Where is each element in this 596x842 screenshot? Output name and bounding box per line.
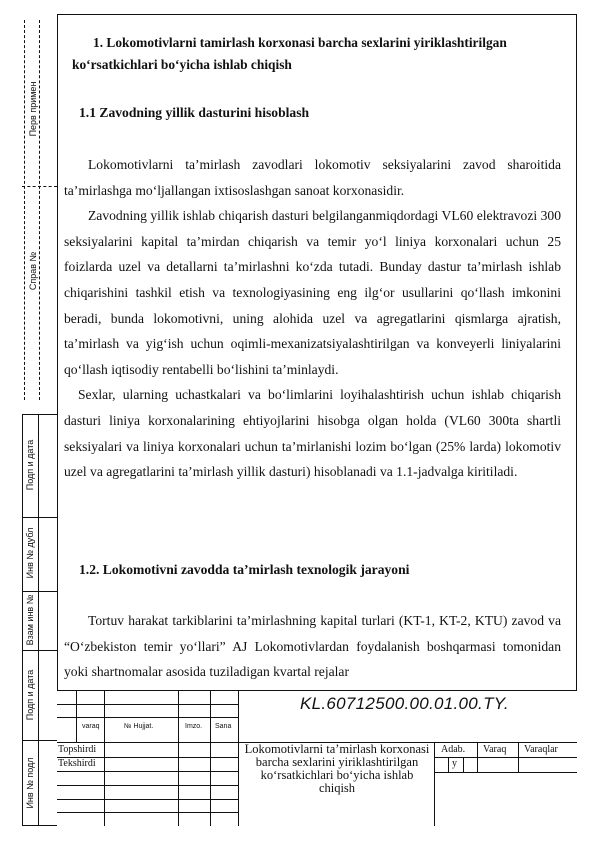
- tb-col-line: [448, 757, 449, 772]
- tb-col-line: [76, 690, 77, 742]
- side-label-podp-data-2: Подп и дата: [25, 669, 35, 721]
- tb-doc-title: Lokomotivlarni ta’mirlash korxonasi barcha sexlarini yiriklashtirilgan ko‘rsatkichlari bo‘yicha ishlab chiqish: [244, 742, 430, 795]
- tb-header-varaq: varaq: [82, 723, 100, 730]
- side-stamp-row-line: [22, 740, 57, 741]
- tb-row-line: [57, 717, 238, 718]
- document-code: KL.60712500.00.01.00.TY.: [300, 694, 509, 713]
- tb-col-line: [238, 690, 239, 826]
- tb-col-line: [104, 690, 105, 826]
- paragraph: Zavodning yillik ishlab chiqarish dasturi belgilanganmiqdordagi VL60 elektravozi 300 seksiyalarini kapital ta’mirdan chiqarish va temir yo‘l liniya korxonalari uchun 25 foizlarda uzel va detallarni ta’mirlashni ko‘zda tutadi. Bunday dastur ta’mirlash ishlab chiqarishini tashkil etish va texnologiyasining eng ilg‘or usullarini qo‘llash imkonini beradi, bunda lokomotivni, uning alohida uzel va agregatlarini qismlarga ajratish, ta’mirlash va yig‘ish uchun oqimli-mexanizatsiyalashtirilgan va konveyerli liniyalarini qo‘llash iqtisodiy rentabelli bo‘lishini ta’minlaydi.: [64, 208, 561, 377]
- tb-col-line: [463, 757, 464, 772]
- tb-col-line: [434, 742, 435, 826]
- paragraph: Lokomotivlarni ta’mirlash zavodlari lokomotiv seksiyalarini zavod sharoitida ta’mirlashga mo‘ljallangan ixtisoslashgan sanoat korxonasidir.: [64, 157, 561, 198]
- section-heading-1-1: 1.1 Zavodning yillik dasturini hisoblash: [79, 105, 310, 120]
- tb-header-imzo: Imzo.: [185, 723, 203, 730]
- tb-col-line: [210, 690, 211, 826]
- main-heading-line2: ko‘rsatkichlari bo‘yicha ishlab chiqish: [72, 57, 292, 72]
- tb-row-line: [57, 771, 238, 772]
- tb-row-line: [57, 799, 238, 800]
- side-stamp-divider: [38, 414, 39, 826]
- side-divider: [22, 186, 57, 187]
- tb-adab: Adab.: [441, 744, 466, 755]
- side-label-inv-dubl: Инв № дубл: [25, 527, 35, 579]
- section1-body: [64, 152, 561, 485]
- section2-body: [64, 608, 561, 685]
- tb-topshirdi: Topshirdi: [58, 744, 97, 755]
- paragraph: Tortuv harakat tarkiblarini ta’mirlashning kapital turlari (KT-1, KT-2, KTU) zavod va “O‘zbekiston temir yo‘llari” AJ Lokomotivlardan foydalanish boshqarmasi tomonidan yoki shartnomalar asosida tuziladigan kvartal rejalar: [64, 613, 561, 680]
- tb-varaq: Varaq: [483, 744, 507, 755]
- side-label-podp-data-1: Подп и дата: [25, 439, 35, 491]
- tb-col-line: [178, 690, 179, 826]
- main-heading: [66, 32, 566, 76]
- tb-tekshirdi: Tekshirdi: [58, 758, 96, 769]
- tb-row-line: [57, 785, 238, 786]
- tb-varaqlar: Varaqlar: [524, 744, 558, 755]
- tb-header-sana: Sana: [215, 723, 232, 730]
- side-dashed-line-inner: [39, 20, 40, 400]
- tb-header-hujjat: № Hujjat.: [124, 723, 154, 730]
- main-heading-line1: 1. Lokomotivlarni tamirlash korxonasi barcha sexlarini yiriklashtirilgan: [93, 35, 507, 50]
- side-label-perv-primen: Перв примен: [28, 81, 38, 137]
- side-dashed-line-outer: [24, 20, 25, 400]
- side-label-inv-podl: Инв № подл: [25, 757, 35, 809]
- paragraph: Sexlar, ularning uchastkalari va bo‘limlarini loyihalashtirish uchun ishlab chiqarish dasturi liniya korxonalarining ehtiyojlarini hisobga olgan holda (VL60 300ta shartli seksiyalari va liniya korxonalari uchun ta’mirlanishi lozim bo‘lgan (25% larda) lokomotiv uzel va agregatlarini ta’mirlash yillik dasturi) hisoblanadi va 1.1-jadvalga kiritiladi.: [64, 387, 561, 480]
- side-label-vzam-inv: Взам инв №: [25, 594, 35, 646]
- tb-row-line: [57, 704, 238, 705]
- section-heading-1-2: 1.2. Lokomotivni zavodda ta’mirlash texnologik jarayoni: [79, 562, 410, 577]
- tb-stage-letter: y: [452, 758, 457, 769]
- side-label-sprav-no: Справ №: [28, 251, 38, 291]
- tb-row-line: [57, 812, 238, 813]
- tb-row-line: [434, 772, 577, 773]
